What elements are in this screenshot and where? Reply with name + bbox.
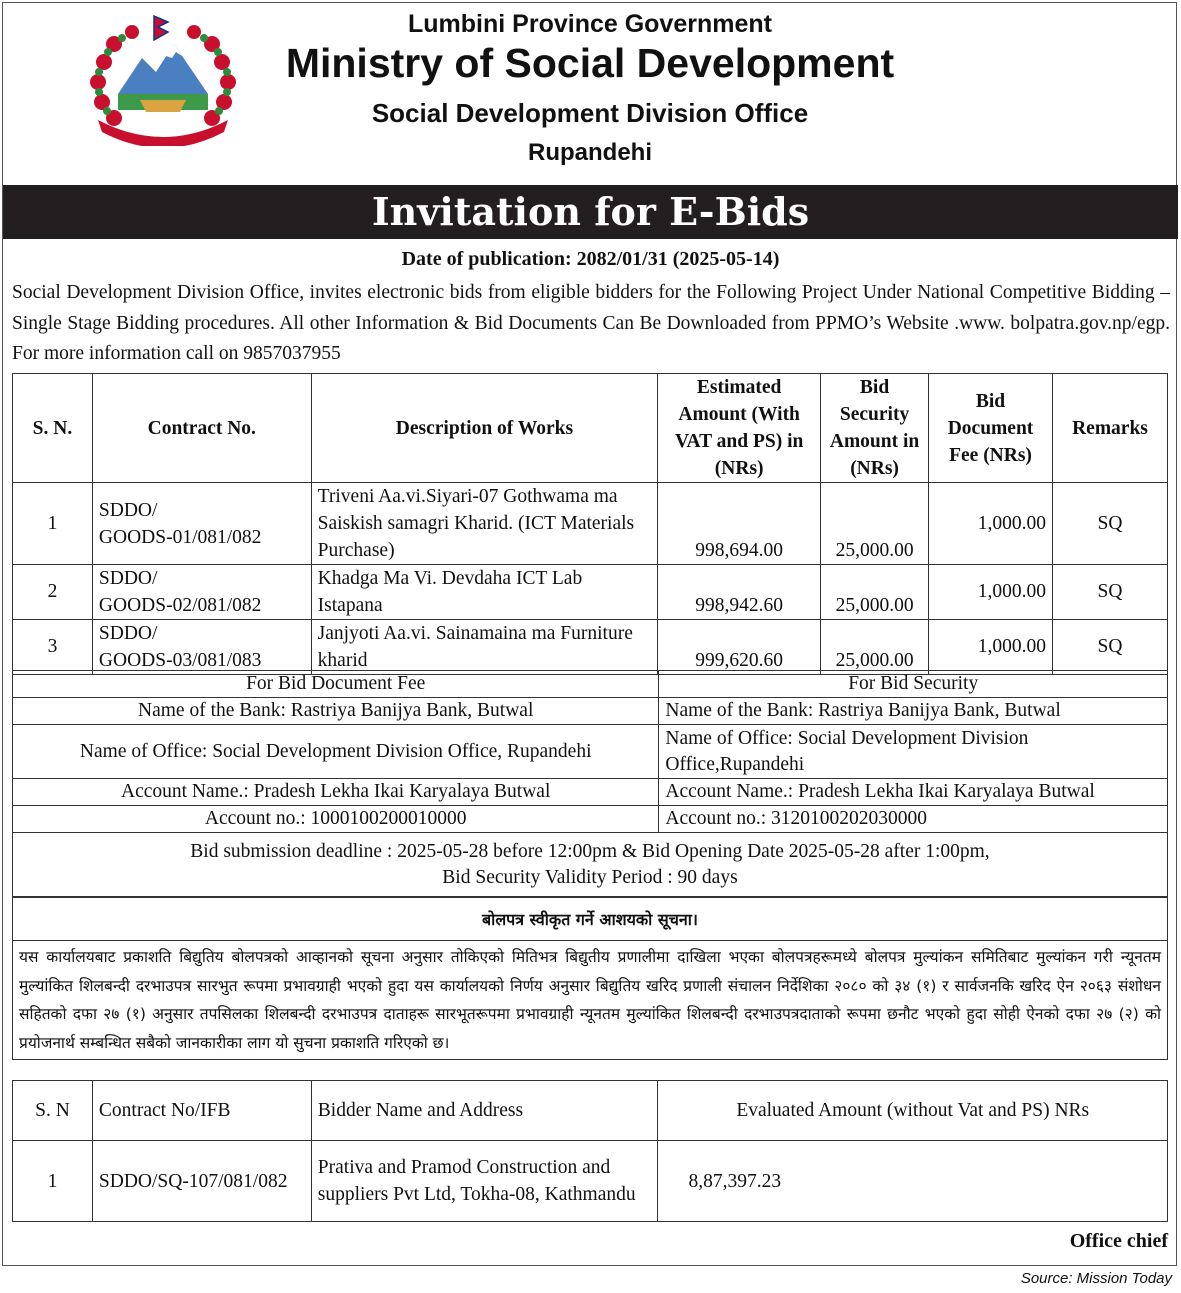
- remarks-cell: SQ: [1052, 483, 1167, 565]
- description-cell: Triveni Aa.vi.Siyari-07 Gothwama ma Saiskish samagri Kharid. (ICT Materials Purchase): [311, 483, 658, 565]
- ministry-title: Ministry of Social Development: [285, 40, 895, 86]
- fee-cell: 1,000.00: [929, 565, 1053, 620]
- security-cell: 25,000.00: [821, 483, 929, 565]
- sn-cell: 1: [13, 1141, 93, 1222]
- table-header-row: [13, 1081, 1168, 1141]
- security-office-name: Name of Office: Social Development Division Office,Rupandehi: [659, 725, 1168, 779]
- office-name-row: [13, 725, 1168, 779]
- intro-paragraph: Social Development Division Office, invites electronic bids from eligible bidders for the Following Project Under National Competitive Bidding – Single Stage Bidding procedures. All other Information & Bid Documents Can Be Downloaded from PPMO’s Website .www. bolpatra.gov.np/egp. For more information call on 9857037955: [12, 282, 1170, 364]
- remarks-cell: SQ: [1052, 565, 1167, 620]
- security-account-name: Account Name.: Pradesh Lekha Ikai Karyalaya Butwal: [659, 779, 1168, 806]
- col-header-contract: Contract No.: [92, 374, 311, 483]
- contract-cell: [92, 565, 311, 620]
- fee-cell: 1,000.00: [929, 620, 1053, 675]
- amount-cell: 8,87,397.23: [658, 1141, 1168, 1222]
- publication-date: Date of publication: 2082/01/31 (2025-05-14): [401, 248, 780, 270]
- bank-details-table: [12, 670, 1168, 898]
- fee-section-title: For Bid Document Fee: [13, 671, 659, 698]
- bidder-cell: Prativa and Pramod Construction and suppliers Pvt Ltd, Tokha-08, Kathmandu: [311, 1141, 658, 1222]
- remarks-cell: SQ: [1052, 620, 1167, 675]
- estimated-cell: 998,942.60: [658, 565, 821, 620]
- contract-prefix: SDDO/: [98, 499, 158, 521]
- nepal-emblem-icon: [84, 14, 242, 146]
- table-row: [13, 1141, 1168, 1222]
- security-bank-name: Name of the Bank: Rastriya Banijya Bank, Butwal: [659, 698, 1168, 725]
- district-title: Rupandehi: [528, 139, 652, 166]
- table-header-row: [13, 374, 1168, 483]
- security-cell: 25,000.00: [821, 620, 929, 675]
- contract-prefix: SDDO/: [98, 568, 158, 589]
- contract-cell: [92, 620, 311, 675]
- source-credit: Source: Mission Today: [1020, 1270, 1172, 1287]
- deadline-cell: [13, 833, 1168, 898]
- signatory: Office chief: [1069, 1230, 1168, 1252]
- col-header-amount: Evaluated Amount (without Vat and PS) NRs: [658, 1081, 1168, 1141]
- contract-code: GOODS-02/081/082: [98, 595, 262, 616]
- estimated-cell: 998,694.00: [658, 483, 821, 565]
- security-validity: Bid Security Validity Period : 90 days: [442, 867, 738, 888]
- fee-cell: 1,000.00: [929, 483, 1053, 565]
- col-header-bidder: Bidder Name and Address: [311, 1081, 658, 1141]
- security-account-no: Account no.: 3120100202030000: [659, 806, 1168, 833]
- notice-title: बोलपत्र स्वीकृत गर्ने आशयको सूचना।: [13, 897, 1168, 941]
- submission-deadline: Bid submission deadline : 2025-05-28 before 12:00pm & Bid Opening Date 2025-05-28 after 1:00pm,: [190, 841, 990, 862]
- sn-cell: 3: [13, 620, 93, 675]
- table-row: [13, 565, 1168, 620]
- award-table: [12, 1080, 1168, 1222]
- sn-cell: 2: [13, 565, 93, 620]
- account-name-row: [13, 779, 1168, 806]
- sn-cell: 1: [13, 483, 93, 565]
- table-row: [13, 620, 1168, 675]
- notice-body-row: [13, 941, 1168, 1060]
- col-header-description: Description of Works: [311, 374, 658, 483]
- table-row: [13, 483, 1168, 565]
- col-header-security: Bid Security Amount in (NRs): [821, 374, 929, 483]
- security-section-title: For Bid Security: [659, 671, 1168, 698]
- bank-title-row: [13, 671, 1168, 698]
- col-header-sn: S. N.: [13, 374, 93, 483]
- intent-notice: [12, 896, 1168, 1060]
- col-header-remarks: Remarks: [1052, 374, 1167, 483]
- description-cell: Khadga Ma Vi. Devdaha ICT Lab Istapana: [311, 565, 658, 620]
- contract-code: GOODS-03/081/083: [98, 650, 262, 671]
- fee-account-name: Account Name.: Pradesh Lekha Ikai Karyalaya Butwal: [13, 779, 659, 806]
- estimated-cell: 999,620.60: [658, 620, 821, 675]
- col-header-contract: Contract No/IFB: [92, 1081, 311, 1141]
- contract-prefix: SDDO/: [98, 623, 158, 644]
- col-header-sn: S. N: [13, 1081, 93, 1141]
- col-header-fee: Bid Document Fee (NRs): [929, 374, 1053, 483]
- bids-table: [12, 373, 1168, 675]
- fee-account-no: Account no.: 1000100200010000: [13, 806, 659, 833]
- col-header-estimated: Estimated Amount (With VAT and PS) in (NRs): [658, 374, 821, 483]
- notice-body: यस कार्यालयबाट प्रकाशति बिद्युतिय बोलपत्रको आव्हानको सूचना अनुसार तोकिएको मितिभत्र बिद्युतीय प्रणालीमा दाखिला भएका बोलपत्रहरूमध्ये बोलपत्र मुल्यांकन समितिबाट मुल्यांकन गरी न्यूनतम मुल्यांकित शिलबन्दी दरभाउपत्र सारभुत रूपमा प्रभावग्राही भएको हुदा यस कार्यालयको निर्णय अनुसार बिद्युतिय खरिद प्रणाली संचालन निर्देशिका २०८० को ३४ (१) र सार्वजनकि खरिद ऐन २०६३ संशोधन सहितको दफा २७ (१) अनुसार तपसिलका शिलबन्दी दरभाउपत्र दाताहरू सारभूतरूपमा प्रभावग्राही न्यूनतम मुल्यांकित शिलबन्दी दरभाउपत्रदाताको रूपमा छनौट भएको हुदा सोही ऐनको दफा २७ (२) को प्रयोजनार्थ सम्बन्धित सबैको जानकारीका लाग यो सुचना प्रकाशति गरिएको छ।: [13, 941, 1168, 1060]
- description-cell: Janjyoti Aa.vi. Sainamaina ma Furniture kharid: [311, 620, 658, 675]
- page-title: Invitation for E-Bids: [3, 185, 1178, 239]
- contract-code: GOODS-01/081/082: [98, 526, 262, 548]
- deadline-row: [13, 833, 1168, 898]
- office-title: Social Development Division Office: [371, 98, 809, 128]
- province-title: Lumbini Province Government: [408, 10, 772, 38]
- contract-cell: SDDO/SQ-107/081/082: [92, 1141, 311, 1222]
- security-cell: 25,000.00: [821, 565, 929, 620]
- contract-cell: [92, 483, 311, 565]
- bank-name-row: [13, 698, 1168, 725]
- account-no-row: [13, 806, 1168, 833]
- notice-title-row: [13, 897, 1168, 941]
- fee-office-name: Name of Office: Social Development Division Office, Rupandehi: [13, 725, 659, 779]
- fee-bank-name: Name of the Bank: Rastriya Banijya Bank, Butwal: [13, 698, 659, 725]
